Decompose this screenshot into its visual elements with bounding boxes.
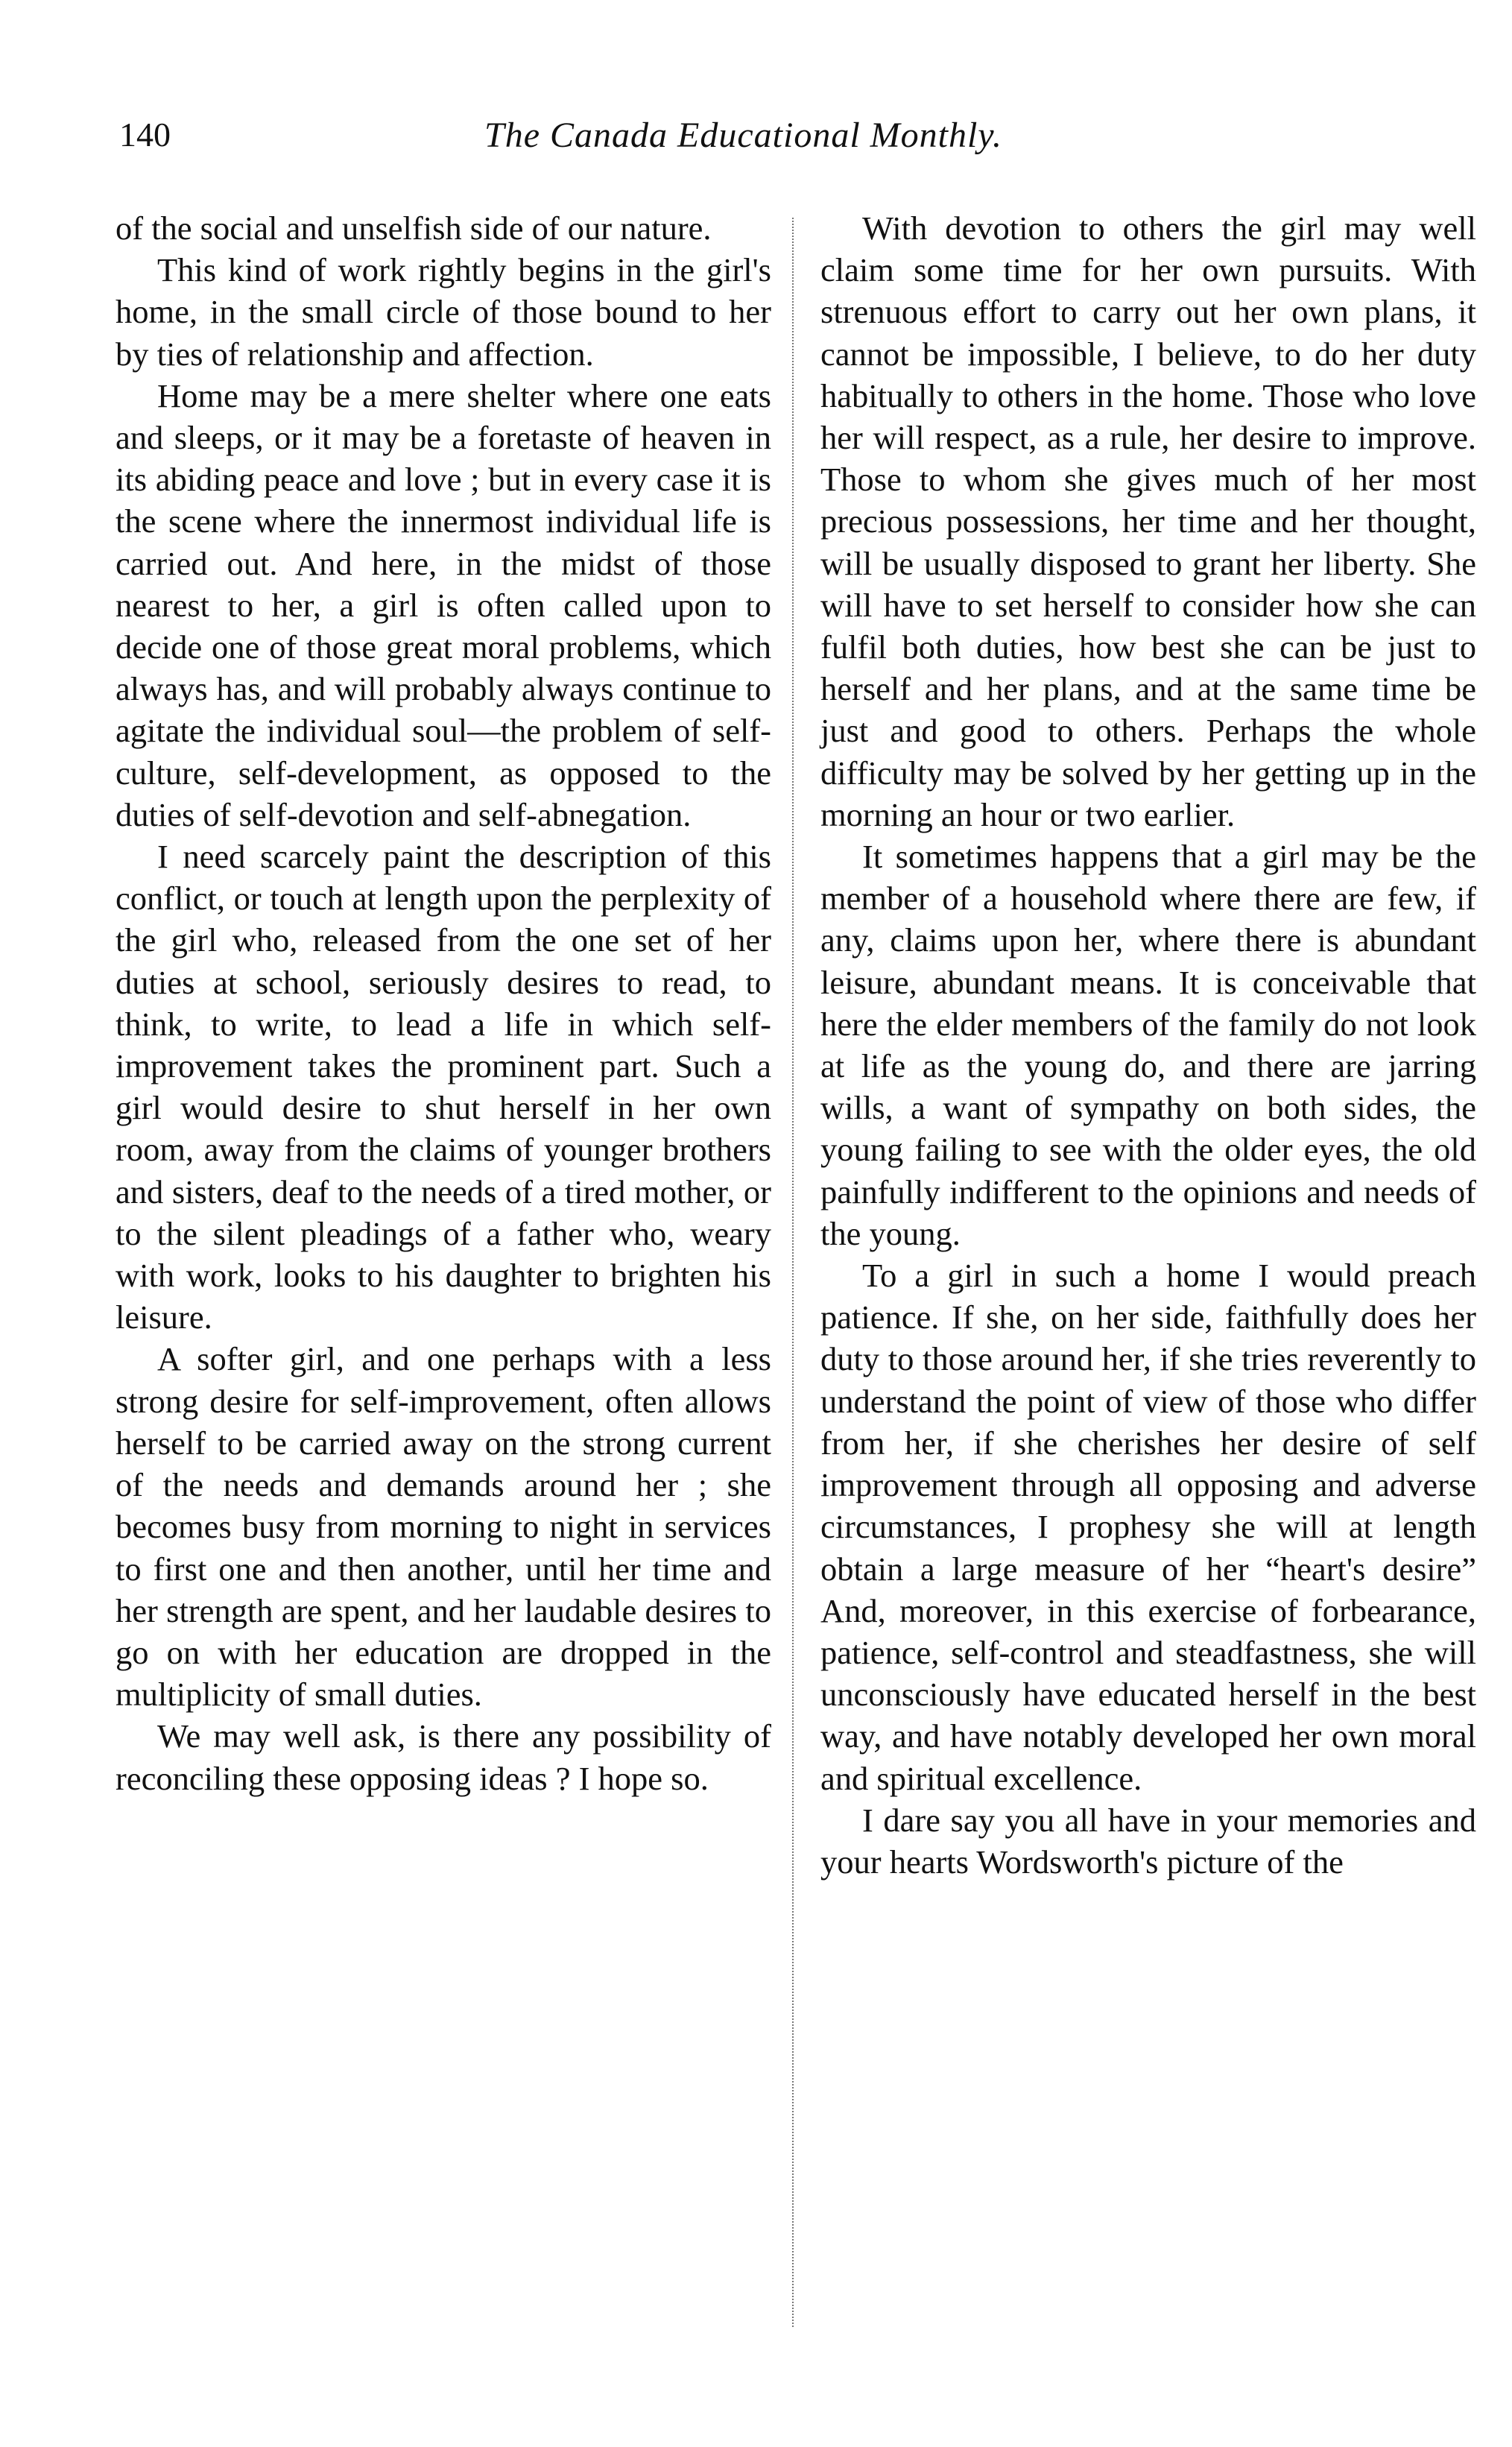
running-title: The Canada Educational Monthly. [484,116,1002,155]
paragraph: This kind of work rightly begins in the girl's home, in the small circle of those bound to her by ties of relationship and affection. [116,251,771,373]
page-number: 140 [119,116,171,154]
paragraph: I dare say you all have in your memories and your hearts Wordsworth's picture of the [820,1801,1476,1881]
page-header [119,118,1349,170]
paragraph: To a girl in such a home I would preach patience. If she, on her side, faithfully does her duty to those around her, if she tries reverently to understand the point of view of those who differ from her, if she cherishes her desire of self improvement through all opposing and adverse circumstances, I prophesy she will at length obtain a large measure of her “heart's desire” And, moreover, in this exercise of forbearance, patience, self-control and steadfastness, she will unconsciously have educated herself in the best way, and have notably developed her own moral and spiritual excellence. [820,1257,1476,1797]
paragraph: Home may be a mere shelter where one eats and sleeps, or it may be a foretaste of heaven in its abiding peace and love ; but in every case it is the scene where the innermost individual life is carried out. And here, in the midst of those nearest to her, a girl is often called upon to decide one of those great moral problems, which always has, and will probably always continue to agitate the individual soul—the problem of self-culture, self-development, as opposed to the duties of self-devotion and self-abnegation. [116,376,771,833]
paragraph: With devotion to others the girl may well claim some time for her own pursuits. With strenuous effort to carry out her own plans, it cannot be impossible, I believe, to do her duty habitually to others in the home. Those who love her will respect, as a rule, her desire to improve. Those to whom she gives much of her most precious possessions, her time and her thought, will be usually disposed to grant her liberty. She will have to set herself to consider how she can fulfil both duties, how best she can be just to herself and her plans, and at the same time be just and good to others. Perhaps the whole difficulty may be solved by her getting up in the morning an hour or two earlier. [820,209,1476,833]
paragraph: It sometimes happens that a girl may be the member of a household where there are few, if any, claims upon her, where there is abundant leisure, abundant means. It is conceivable that here the elder members of the family do not look at life as the young do, and there are jarring wills, a want of sympathy on both sides, the young failing to see with the older eyes, the old painfully indifferent to the opinions and needs of the young. [820,838,1476,1252]
column-divider [792,218,794,2327]
right-column [820,207,1476,1883]
paragraph: A softer girl, and one perhaps with a less strong desire for self-improvement, often allows herself to be carried away on the strong current of the needs and demands around her ; she becomes busy from morning to night in services to first one and then another, until her time and her strength are spent, and her laudable desires to go on with her education are dropped in the multiplicity of small duties. [116,1340,771,1714]
paragraph: of the social and unselfish side of our nature. [116,209,712,247]
left-column [116,207,771,1799]
paragraph: I need scarcely paint the description of this conflict, or touch at length upon the perplexity of the girl who, released from the one set of her duties at school, seriously desires to read, to think, to write, to lead a life in which self-improvement takes the prominent part. Such a girl would desire to shut herself in her own room, away from the claims of younger brothers and sisters, deaf to the needs of a tired mother, or to the silent pleadings of a father who, weary with work, looks to his daughter to brighten his leisure. [116,838,771,1336]
paragraph: We may well ask, is there any possibility of reconciling these opposing ideas ? I hope so. [116,1717,771,1797]
